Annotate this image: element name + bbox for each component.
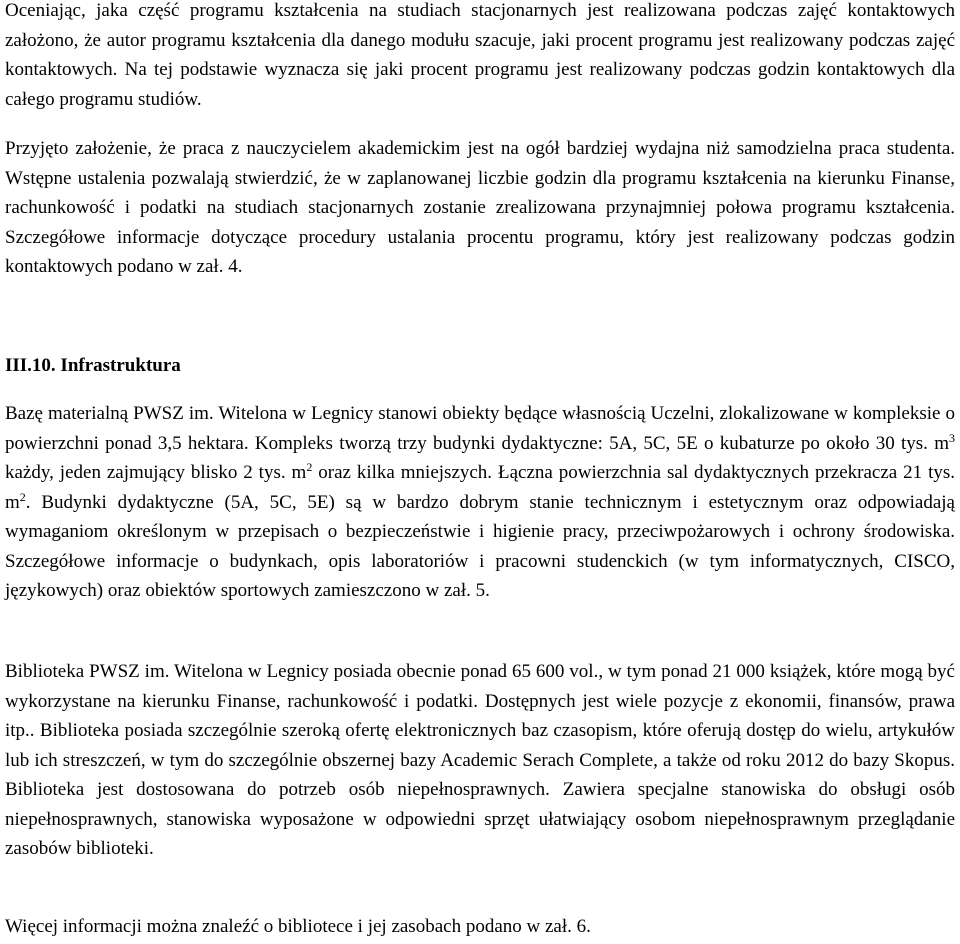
superscript-square-2: 2 <box>19 489 26 504</box>
section-heading-infrastructure: III.10. Infrastruktura <box>5 355 181 376</box>
paragraph-library-more-info: Więcej informacji można znaleźć o bibliotece i jej zasobach podano w zał. 6. <box>5 916 591 937</box>
paragraph-program-contact-hours: Oceniając, jaka część programu kształcenia na studiach stacjonarnych jest realizowana podczas zajęć kontaktowych założono, że autor programu kształcenia dla danego modułu szacuje, jaki procent programu jest realizowany podczas zajęć kontaktowych. Na tej podstawie wyznacza się jaki procent programu jest realizowany podczas godzin kontaktowych dla całego programu studiów. <box>5 0 955 110</box>
superscript-square-1: 2 <box>306 460 313 474</box>
infra-text-1: Bazę materialną PWSZ im. Witelona w Legnicy stanowi obiekty będące własnością Uczelni, zlokalizowane w kompleksie o powierzchni ponad 3,5 hektara. Kompleks tworzą trzy budynki dydaktyczne: 5A, 5C, 5E o kubaturze po około 30 tys. m <box>5 403 955 454</box>
infra-text-3: oraz kilka mniejszych. Łączna powierzchnia sal dydaktycznych przekracza 21 tys. m <box>5 462 956 513</box>
infra-text-4: . Budynki dydaktyczne (5A, 5C, 5E) są w bardzo dobrym stanie technicznym i estetycznym oraz odpowiadają wymaganiom określonym w przepisach o bezpieczeństwie i higienie pracy, przeciwpożarowych i ochrony środowiska. Szczegółowe informacje o budynkach, opis laboratoriów i pracowni studenckich (w tym informatycznych, CISCO, językowych) oraz obiektów sportowych zamieszczono w zał. 5. <box>5 491 955 601</box>
infra-text-2: każdy, jeden zajmujący blisko 2 tys. m <box>5 462 307 483</box>
superscript-cubic: 3 <box>949 430 955 445</box>
paragraph-infrastructure <box>5 399 955 606</box>
paragraph-teacher-work-assumption: Przyjęto założenie, że praca z nauczycielem akademickim jest na ogół bardziej wydajna niż samodzielna praca studenta. Wstępne ustalenia pozwalają stwierdzić, że w zaplanowanej liczbie godzin dla programu kształcenia na kierunku Finanse, rachunkowość i podatki na studiach stacjonarnych zostanie zrealizowana przynajmniej połowa programu kształcenia. Szczegółowe informacje dotyczące procedury ustalania procentu programu, który jest realizowany podczas godzin kontaktowych podano w zał. 4. <box>5 138 955 277</box>
paragraph-library: Biblioteka PWSZ im. Witelona w Legnicy posiada obecnie ponad 65 600 vol., w tym ponad 21 000 książek, które mogą być wykorzystane na kierunku Finanse, rachunkowość i podatki. Dostępnych jest wiele pozycje z ekonomii, finansów, prawa itp.. Biblioteka posiada szczególnie szeroką ofertę elektronicznych baz czasopism, które oferują dostęp do wielu, artykułów lub ich streszczeń, w tym do szczególnie obszernej bazy Academic Serach Complete, a także od roku 2012 do bazy Skopus. Biblioteka jest dostosowana do potrzeb osób niepełnosprawnych. Zawiera specjalne stanowiska do obsługi osób niepełnosprawnych, stanowiska wyposażone w odpowiedni sprzęt ułatwiający osobom niepełnosprawnym przeglądanie zasobów biblioteki. <box>5 661 955 859</box>
